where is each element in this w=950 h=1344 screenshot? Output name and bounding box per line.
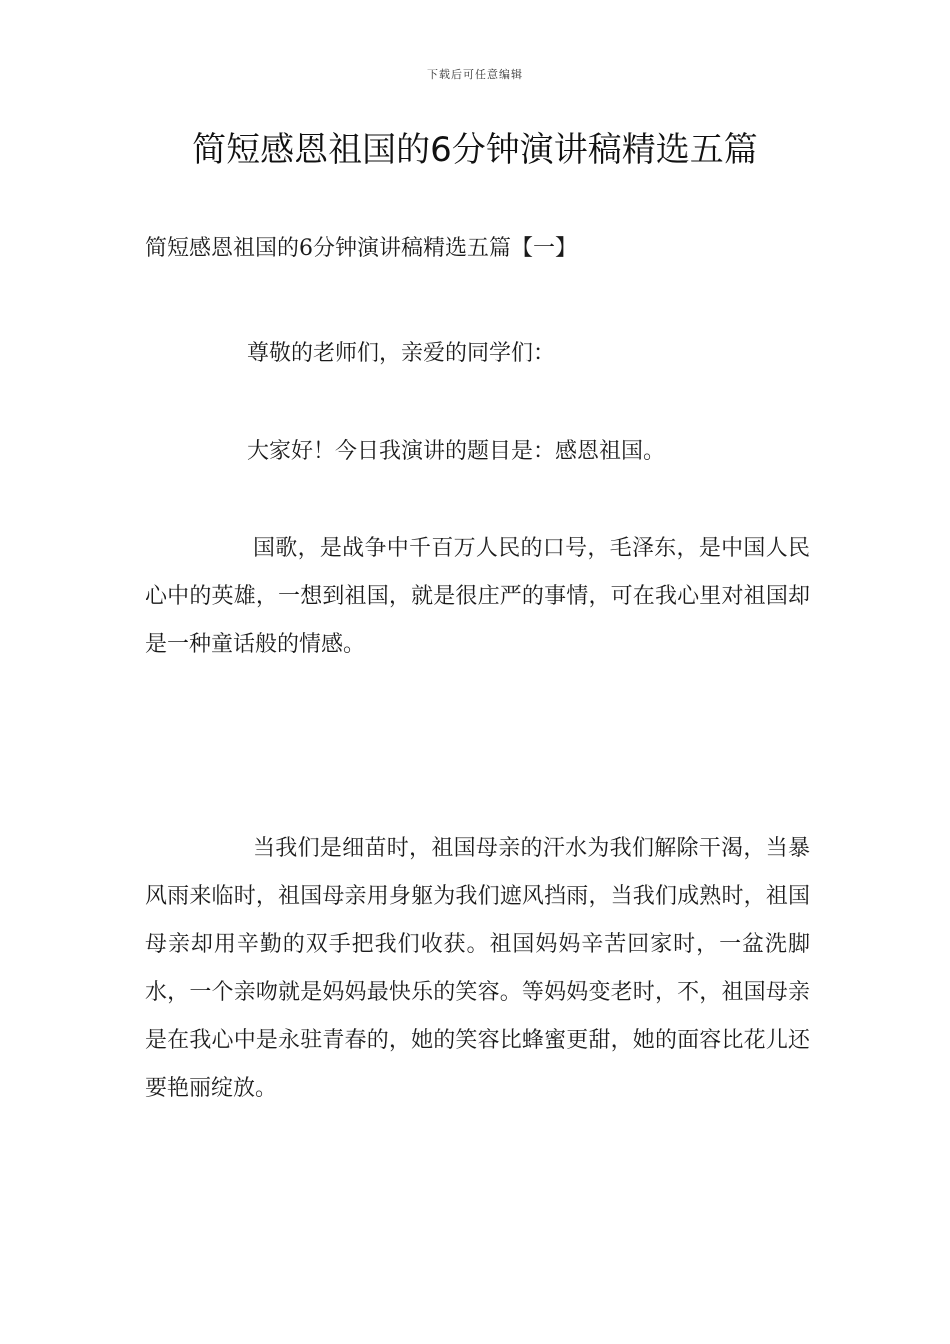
greeting-paragraph: 大家好！今日我演讲的题目是：感恩祖国。 <box>247 439 666 464</box>
salutation-paragraph: 尊敬的老师们，亲爱的同学们： <box>247 341 556 366</box>
body-paragraph: 国歌，是战争中千百万人民的口号，毛泽东，是中国人民心中的英雄，一想到祖国，就是很庄严的事情，可在我心里对祖国却是一种童话般的情感。 <box>145 536 810 657</box>
header-note: 下载后可任意编辑 <box>427 68 523 81</box>
section-heading: 简短感恩祖国的6分钟演讲稿精选五篇【一】 <box>145 236 577 261</box>
body-paragraph: 当我们是细苗时，祖国母亲的汗水为我们解除干渴，当暴风雨来临时，祖国母亲用身躯为我们遮风挡雨，当我们成熟时，祖国母亲却用辛勤的双手把我们收获。祖国妈妈辛苦回家时，一盆洗脚水，一个亲吻就是妈妈最快乐的笑容。等妈妈变老时，不，祖国母亲是在我心中是永驻青春的，她的笑容比蜂蜜更甜，她的面容比花儿还要艳丽绽放。 <box>145 836 810 1101</box>
document-title: 简短感恩祖国的6分钟演讲稿精选五篇 <box>192 130 758 170</box>
